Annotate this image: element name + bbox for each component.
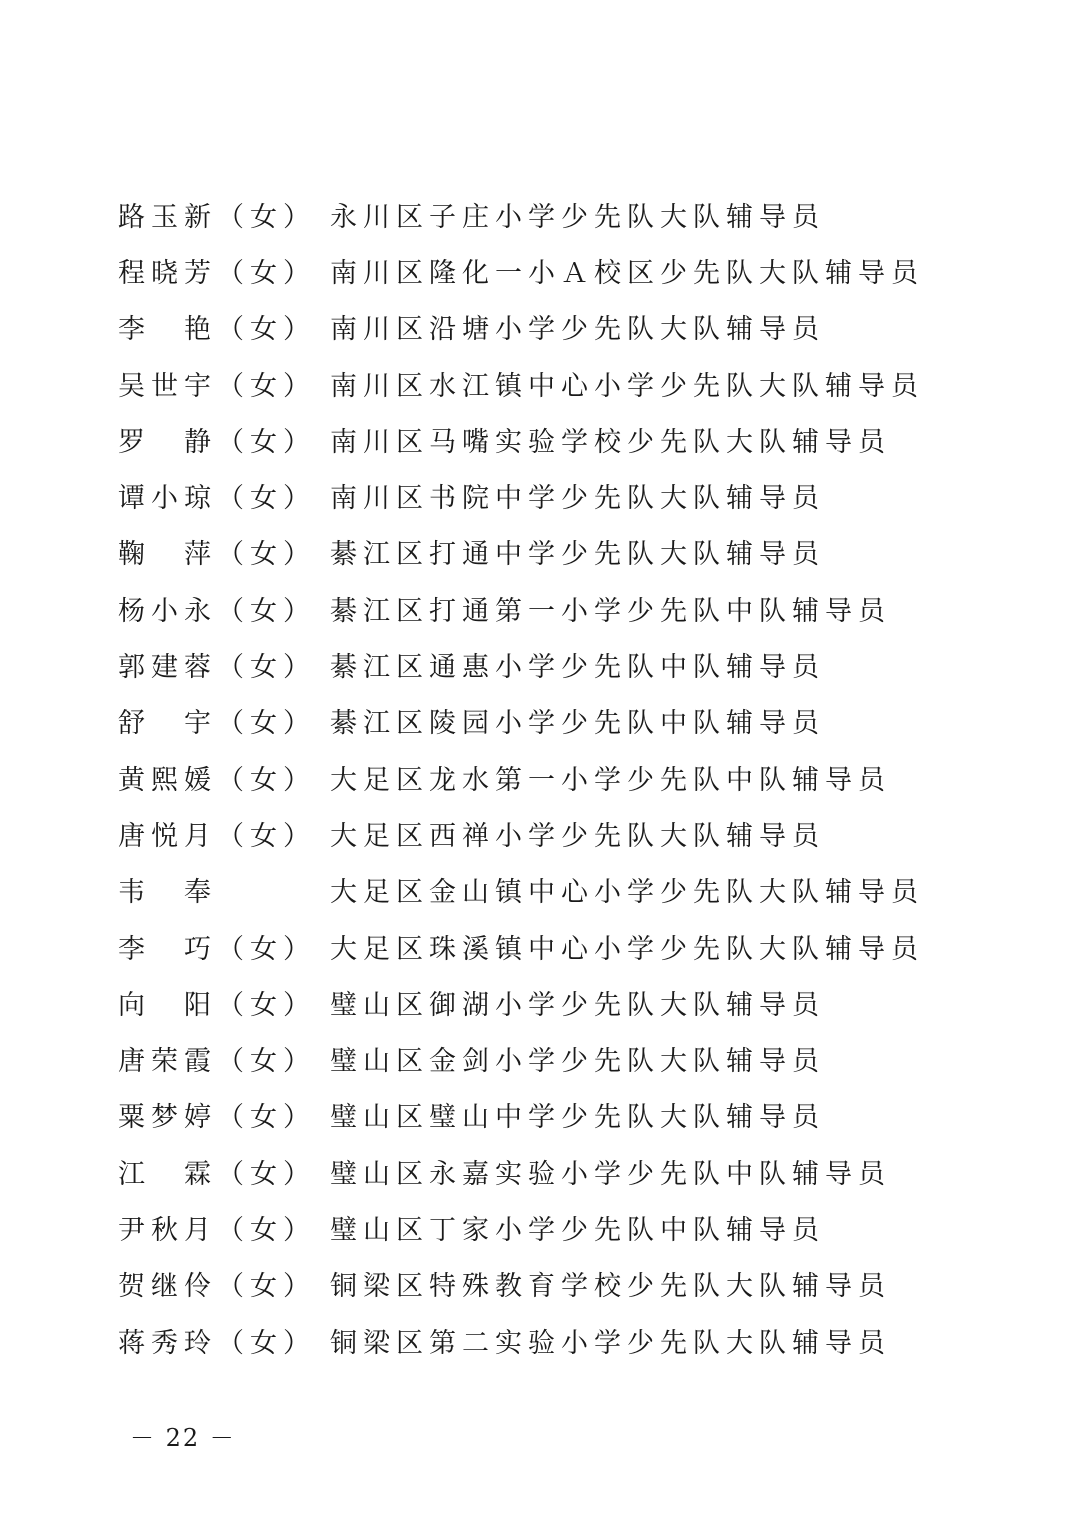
list-item — [118, 693, 978, 749]
person-role: 大足区珠溪镇中心小学少先队大队辅导员 — [330, 933, 924, 965]
list-item — [118, 355, 978, 411]
person-name: 贺继伶（女） — [118, 1271, 316, 1303]
person-name: 鞠 萍（女） — [118, 539, 316, 571]
person-name: 李 巧（女） — [118, 933, 316, 965]
list-item — [118, 411, 978, 467]
person-role: 铜梁区第二实验小学少先队大队辅导员 — [330, 1327, 891, 1359]
list-item — [118, 749, 978, 805]
list-item — [118, 1256, 978, 1312]
person-role: 大足区西禅小学少先队大队辅导员 — [330, 820, 825, 852]
person-name: 郭建蓉（女） — [118, 652, 316, 684]
list-item — [118, 1199, 978, 1255]
person-name: 谭小琼（女） — [118, 483, 316, 515]
list-item — [118, 1087, 978, 1143]
list-item — [118, 580, 978, 636]
list-item — [118, 974, 978, 1030]
person-role: 璧山区永嘉实验小学少先队中队辅导员 — [330, 1158, 891, 1190]
person-name: 蒋秀玲（女） — [118, 1327, 316, 1359]
person-role: 南川区水江镇中心小学少先队大队辅导员 — [330, 370, 924, 402]
list-item — [118, 805, 978, 861]
person-role: 南川区隆化一小Ａ校区少先队大队辅导员 — [330, 257, 924, 289]
person-name: 尹秋月（女） — [118, 1214, 316, 1246]
honoree-list — [118, 186, 978, 1368]
person-name: 黄熙媛（女） — [118, 764, 316, 796]
person-name: 舒 宇（女） — [118, 708, 316, 740]
person-name: 唐悦月（女） — [118, 820, 316, 852]
person-name: 江 霖（女） — [118, 1158, 316, 1190]
list-item — [118, 1312, 978, 1368]
list-item — [118, 636, 978, 692]
person-role: 大足区龙水第一小学少先队中队辅导员 — [330, 764, 891, 796]
person-name: 向 阳（女） — [118, 989, 316, 1021]
person-name: 粟梦婷（女） — [118, 1102, 316, 1134]
person-name: 吴世宇（女） — [118, 370, 316, 402]
person-role: 綦江区陵园小学少先队中队辅导员 — [330, 708, 825, 740]
list-item — [118, 299, 978, 355]
person-name: 李 艳（女） — [118, 314, 316, 346]
person-role: 永川区子庄小学少先队大队辅导员 — [330, 201, 825, 233]
page-number: － 22 － — [130, 1424, 236, 1452]
person-role: 綦江区打通第一小学少先队中队辅导员 — [330, 595, 891, 627]
person-role: 璧山区丁家小学少先队中队辅导员 — [330, 1214, 825, 1246]
person-role: 璧山区金剑小学少先队大队辅导员 — [330, 1046, 825, 1078]
person-name: 唐荣霞（女） — [118, 1046, 316, 1078]
person-role: 璧山区御湖小学少先队大队辅导员 — [330, 989, 825, 1021]
list-item — [118, 467, 978, 523]
person-name: 罗 静（女） — [118, 426, 316, 458]
list-item — [118, 862, 978, 918]
person-name: 程晓芳（女） — [118, 257, 316, 289]
person-role: 南川区沿塘小学少先队大队辅导员 — [330, 314, 825, 346]
list-item — [118, 1143, 978, 1199]
person-name: 路玉新（女） — [118, 201, 316, 233]
list-item — [118, 186, 978, 242]
person-name: 杨小永（女） — [118, 595, 316, 627]
person-name: 韦 奉 — [118, 877, 217, 909]
person-role: 南川区马嘴实验学校少先队大队辅导员 — [330, 426, 891, 458]
person-role: 大足区金山镇中心小学少先队大队辅导员 — [330, 877, 924, 909]
list-item — [118, 524, 978, 580]
person-role: 璧山区璧山中学少先队大队辅导员 — [330, 1102, 825, 1134]
list-item — [118, 1030, 978, 1086]
person-role: 綦江区打通中学少先队大队辅导员 — [330, 539, 825, 571]
list-item — [118, 918, 978, 974]
person-role: 铜梁区特殊教育学校少先队大队辅导员 — [330, 1271, 891, 1303]
person-role: 南川区书院中学少先队大队辅导员 — [330, 483, 825, 515]
person-role: 綦江区通惠小学少先队中队辅导员 — [330, 652, 825, 684]
list-item — [118, 242, 978, 298]
